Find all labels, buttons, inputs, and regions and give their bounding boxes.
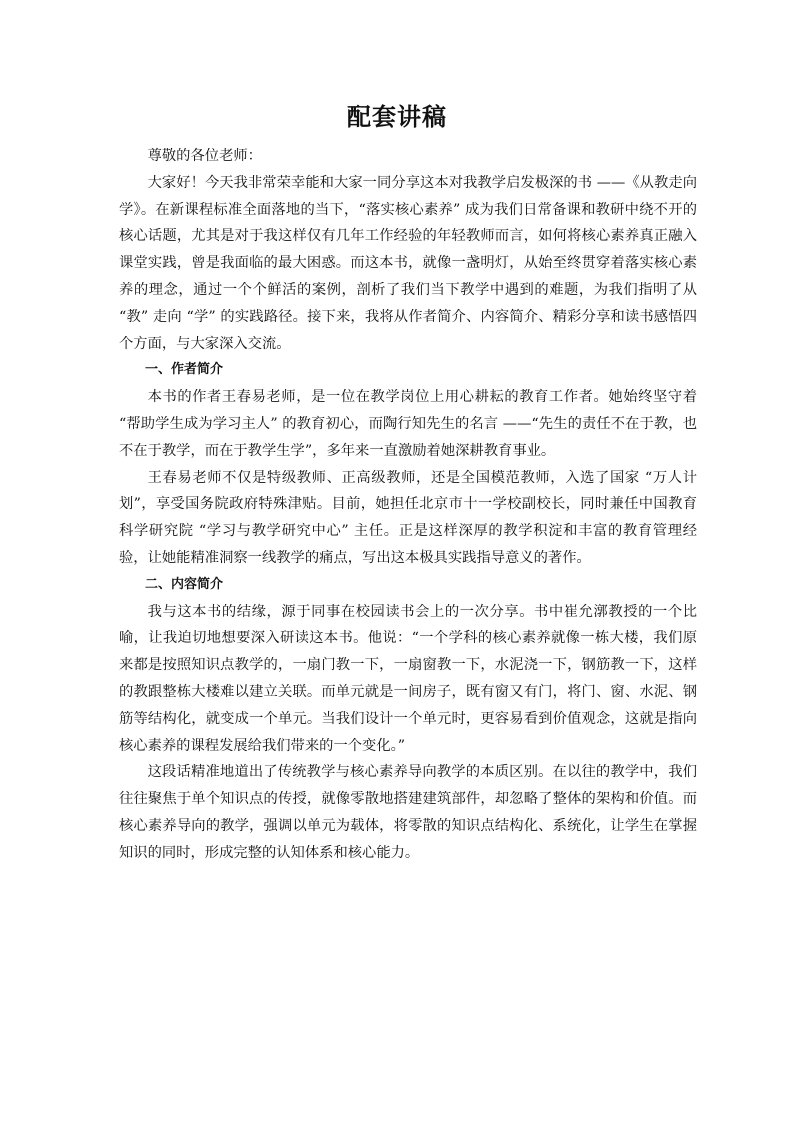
intro-paragraph: 大家好！今天我非常荣幸能和大家一同分享这本对我教学启发极深的书 ——《从教走向学》。在新课程标准全面落地的当下，“落实核心素养” 成为我们日常备课和教研中绕不开的核心话题，尤其是对于我这样仅有几年工作经验的年轻教师而言，如何将核心素养真正融入课堂实践，曾是我面临的最大困惑。而这本书，就像一盏明灯，从始至终贯穿着落实核心素养的理念，通过一个个鲜活的案例，剖析了我们当下教学中遇到的难题，为我们指明了从 “教” 走向 “学” 的实践路径。接下来，我将从作者简介、内容简介、精彩分享和读书感悟四个方面，与大家深入交流。 <box>119 174 697 352</box>
content-paragraph-2: 这段话精准地道出了传统教学与核心素养导向教学的本质区别。在以往的教学中，我们往往聚焦于单个知识点的传授，就像零散地搭建建筑部件，却忽略了整体的架构和价值。而核心素养导向的教学，强调以单元为载体，将零散的知识点结构化、系统化，让学生在掌握知识的同时，形成完整的认知体系和核心能力。 <box>119 764 697 861</box>
author-paragraph-1: 本书的作者王春易老师，是一位在教学岗位上用心耕耘的教育工作者。她始终坚守着 “帮助学生成为学习主人” 的教育初心，而陶行知先生的名言 ——“先生的责任不在于教，也不在于教学，而在于教学生学”，多年来一直激励着她深耕教育事业。 <box>119 389 697 459</box>
greeting-paragraph: 尊敬的各位老师： <box>147 148 262 164</box>
section-heading-content: 二、内容简介 <box>145 576 224 592</box>
author-paragraph-2: 王春易老师不仅是特级教师、正高级教师，还是全国模范教师，入选了国家 “万人计划”，享受国务院政府特殊津贴。目前，她担任北京市十一学校副校长，同时兼任中国教育科学研究院 “学习与教学研究中心” 主任。正是这样深厚的教学积淀和丰富的教育管理经验，让她能精准洞察一线教学的痛点，写出这本极具实践指导意义的著作。 <box>119 469 697 566</box>
document-body <box>119 143 697 867</box>
content-paragraph-1: 我与这本书的结缘，源于同事在校园读书会上的一次分享。书中崔允漷教授的一个比喻，让我迫切地想要深入研读这本书。他说：“一个学科的核心素养就像一栋大楼，我们原来都是按照知识点教学的，一扇门教一下，一扇窗教一下，水泥浇一下，钢筋教一下，这样的教跟整栋大楼难以建立关联。而单元就是一间房子，既有窗又有门，将门、窗、水泥、钢筋等结构化，就变成一个单元。当我们设计一个单元时，更容易看到价值观念，这就是指向核心素养的课程发展给我们带来的一个变化。” <box>119 603 697 754</box>
section-heading-author: 一、作者简介 <box>145 362 224 378</box>
page-title: 配套讲稿 <box>347 102 447 131</box>
